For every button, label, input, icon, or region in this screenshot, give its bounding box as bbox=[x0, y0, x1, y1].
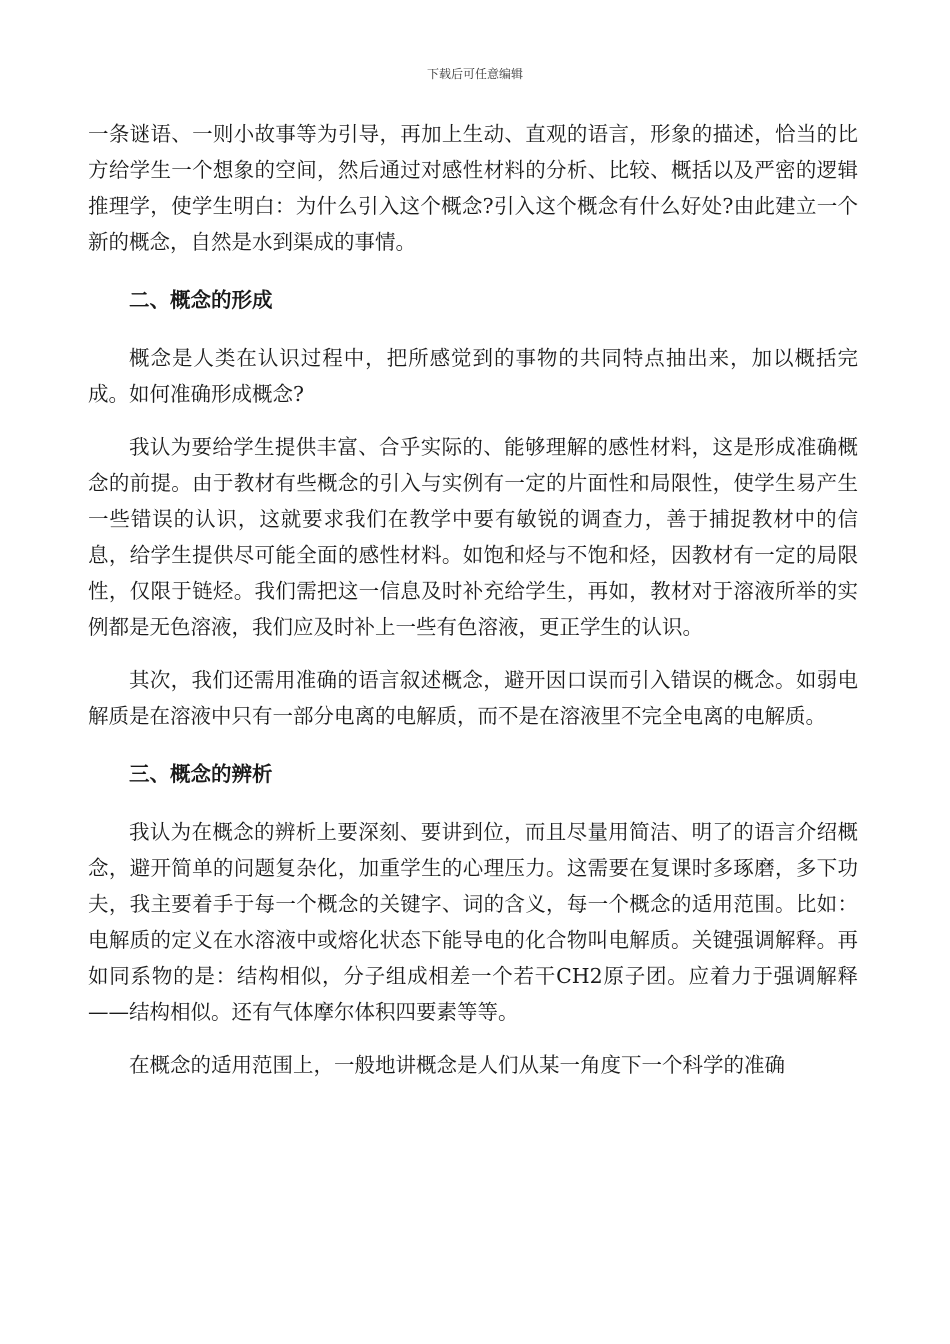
paragraph-intro: 一条谜语、一则小故事等为引导，再加上生动、直观的语言，形象的描述，恰当的比方给学生一个想象的空间，然后通过对感性材料的分析、比较、概括以及严密的逻辑推理学，使学生明白：为什么引入这个概念?引入这个概念有什么好处?由此建立一个新的概念，自然是水到渠成的事情。 bbox=[88, 122, 858, 254]
paragraph-language: 其次，我们还需用准确的语言叙述概念，避开因口误而引入错误的概念。如弱电解质是在溶液中只有一部分电离的电解质，而不是在溶液里不完全电离的电解质。 bbox=[88, 668, 858, 728]
page-header-note: 下载后可任意编辑 bbox=[426, 67, 523, 81]
document-body bbox=[88, 116, 858, 1083]
paragraph-scope: 在概念的适用范围上，一般地讲概念是人们从某一角度下一个科学的准确 bbox=[129, 1053, 785, 1077]
section-heading-analysis: 三、概念的辨析 bbox=[129, 762, 273, 786]
paragraph-analysis: 我认为在概念的辨析上要深刻、要讲到位，而且尽量用简洁、明了的语言介绍概念，避开简单的问题复杂化，加重学生的心理压力。这需要在复课时多琢磨，多下功夫，我主要着手于每一个概念的关键字、词的含义，每一个概念的适用范围。比如：电解质的定义在水溶液中或熔化状态下能导电的化合物叫电解质。关键强调解释。再如同系物的是：结构相似，分子组成相差一个若干CH2原子团。应着力于强调解释——结构相似。还有气体摩尔体积四要素等等。 bbox=[88, 820, 858, 1024]
paragraph-materials: 我认为要给学生提供丰富、合乎实际的、能够理解的感性材料，这是形成准确概念的前提。由于教材有些概念的引入与实例有一定的片面性和局限性，使学生易产生一些错误的认识，这就要求我们在教学中要有敏锐的调查力，善于捕捉教材中的信息，给学生提供尽可能全面的感性材料。如饱和烃与不饱和烃，因教材有一定的局限性，仅限于链烃。我们需把这一信息及时补充给学生，再如，教材对于溶液所举的实例都是无色溶液，我们应及时补上一些有色溶液，更正学生的认识。 bbox=[88, 435, 858, 639]
paragraph-concept-definition: 概念是人类在认识过程中，把所感觉到的事物的共同特点抽出来，加以概括完成。如何准确形成概念? bbox=[88, 346, 858, 406]
section-heading-formation: 二、概念的形成 bbox=[129, 288, 273, 312]
